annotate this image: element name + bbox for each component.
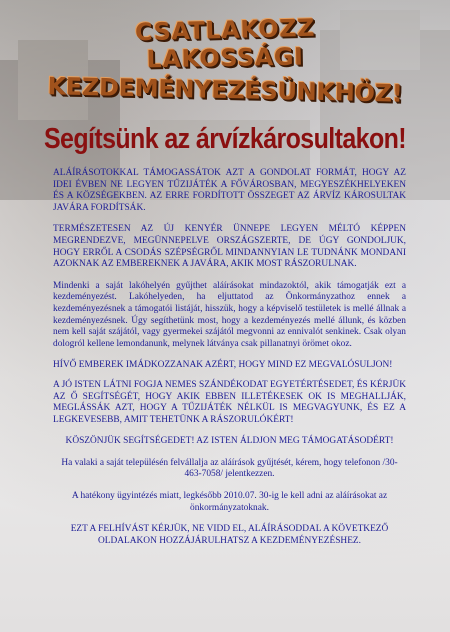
flyer-body: [53, 168, 406, 557]
paragraph-collection: Mindenki a saját lakóhelyén gyűjthet aláírásokat mindazoktól, akik támogatják ezt a kezdeményezést. Lakóhelyeden, ha eljuttatod az Önkormányzathoz ennek a kezdeményezésnek a támogatói listáját, hisszük, hogy a képviselő testületek is mellé állnak a kezdeményezésnek. Úgy segíthetünk most, hogy a kezdeményezés mellé állunk, és közben nem kell saját szájától, vagy gyermekei szájától megvonni az ennivalót senkinek. Csak olyan dologról kellene lemondanunk, melynek látványa csak pillanatnyi örömet okoz.: [53, 280, 406, 349]
headline-line-1: CSATLAKOZZ: [134, 13, 316, 47]
paragraph-support: ALÁÍRÁSOTOKKAL TÁMOGASSÁTOK AZT A GONDOLAT FORMÁT, HOGY AZ IDEI ÉVBEN NE LEGYEN TŰZIJÁTÉK A FŐVÁROSBAN, MEGYESZÉKHELYEKEN ÉS A KÖZSÉGEKBEN. AZ ERRE FORDÍTOTT ÖSSZEGET AZ ÁRVÍZ KÁROSULTAK JAVÁRA FORDÍTSÁK.: [53, 168, 406, 213]
paragraph-god: A JÓ ISTEN LÁTNI FOGJA NEMES SZÁNDÉKODAT EGYETÉRTÉSEDET, ÉS KÉRJÜK AZ Ő SEGÍTSÉGÉT, HOGY AKIK EBBEN ILLETÉKESEK OK IS MEGHALLJÁK, MEGLÁSSÁK AZT, HOGY A TŰZIJÁTÉK NÉLKÜL IS MEGVAGYUNK, ÉS EZ A LEGKEVESEBB, AMIT TEHETÜNK A RÁSZORULÓKÉRT!: [53, 379, 406, 425]
subtitle: Segítsünk az árvízkárosultakon!: [43, 122, 407, 156]
paragraph-phone: Ha valaki a saját településén felvállalja az aláírások gyűjtését, kérem, hogy telefonon /30-463-7058/ jelentkezzen.: [61, 457, 398, 480]
paragraph-prayer: HÍVŐ EMBEREK IMÁDKOZZANAK AZÉRT, HOGY MIND EZ MEGVALÓSULJON!: [53, 360, 393, 371]
paragraph-bread-holiday: TERMÉSZETESEN AZ ÚJ KENYÉR ÜNNEPE LEGYEN MÉLTÓ KÉPPEN MEGRENDEZVE, MEGÜNNEPELVE ORSZÁGSZERTE, DE ÚGY GONDOLJUK, HOGY ERRŐL A CSODÁS SZÉPSÉGRŐL MINDANNYIAN LE TUDNÁNK MONDANI AZOKNAK AZ EMBEREKNEK A JAVÁRA, AKIK MOST RÁSZORULNAK.: [53, 224, 406, 270]
headline-line-3: KEZDEMÉNYEZÉSÜNKHÖZ!: [47, 72, 403, 108]
paragraph-deadline: A hatékony ügyintézés miatt, legkésőbb 2010.07. 30-ig le kell adni az aláírásokat az önkormányzatoknak.: [71, 491, 388, 513]
paragraph-signature-request: EZT A FELHÍVÁST KÉRJÜK, NE VIDD EL, ALÁÍRÁSODDAL A KÖVETKEZŐ OLDALAKON HOZZÁJÁRULHATSZ A KEZDEMÉNYEZÉSHEZ.: [70, 524, 389, 546]
paragraph-thanks: KÖSZÖNJÜK SEGÍTSÉGEDET! AZ ISTEN ÁLDJON MEG TÁMOGATÁSODÉRT!: [65, 436, 394, 447]
headline-line-2: LAKOSSÁGI: [146, 42, 304, 74]
